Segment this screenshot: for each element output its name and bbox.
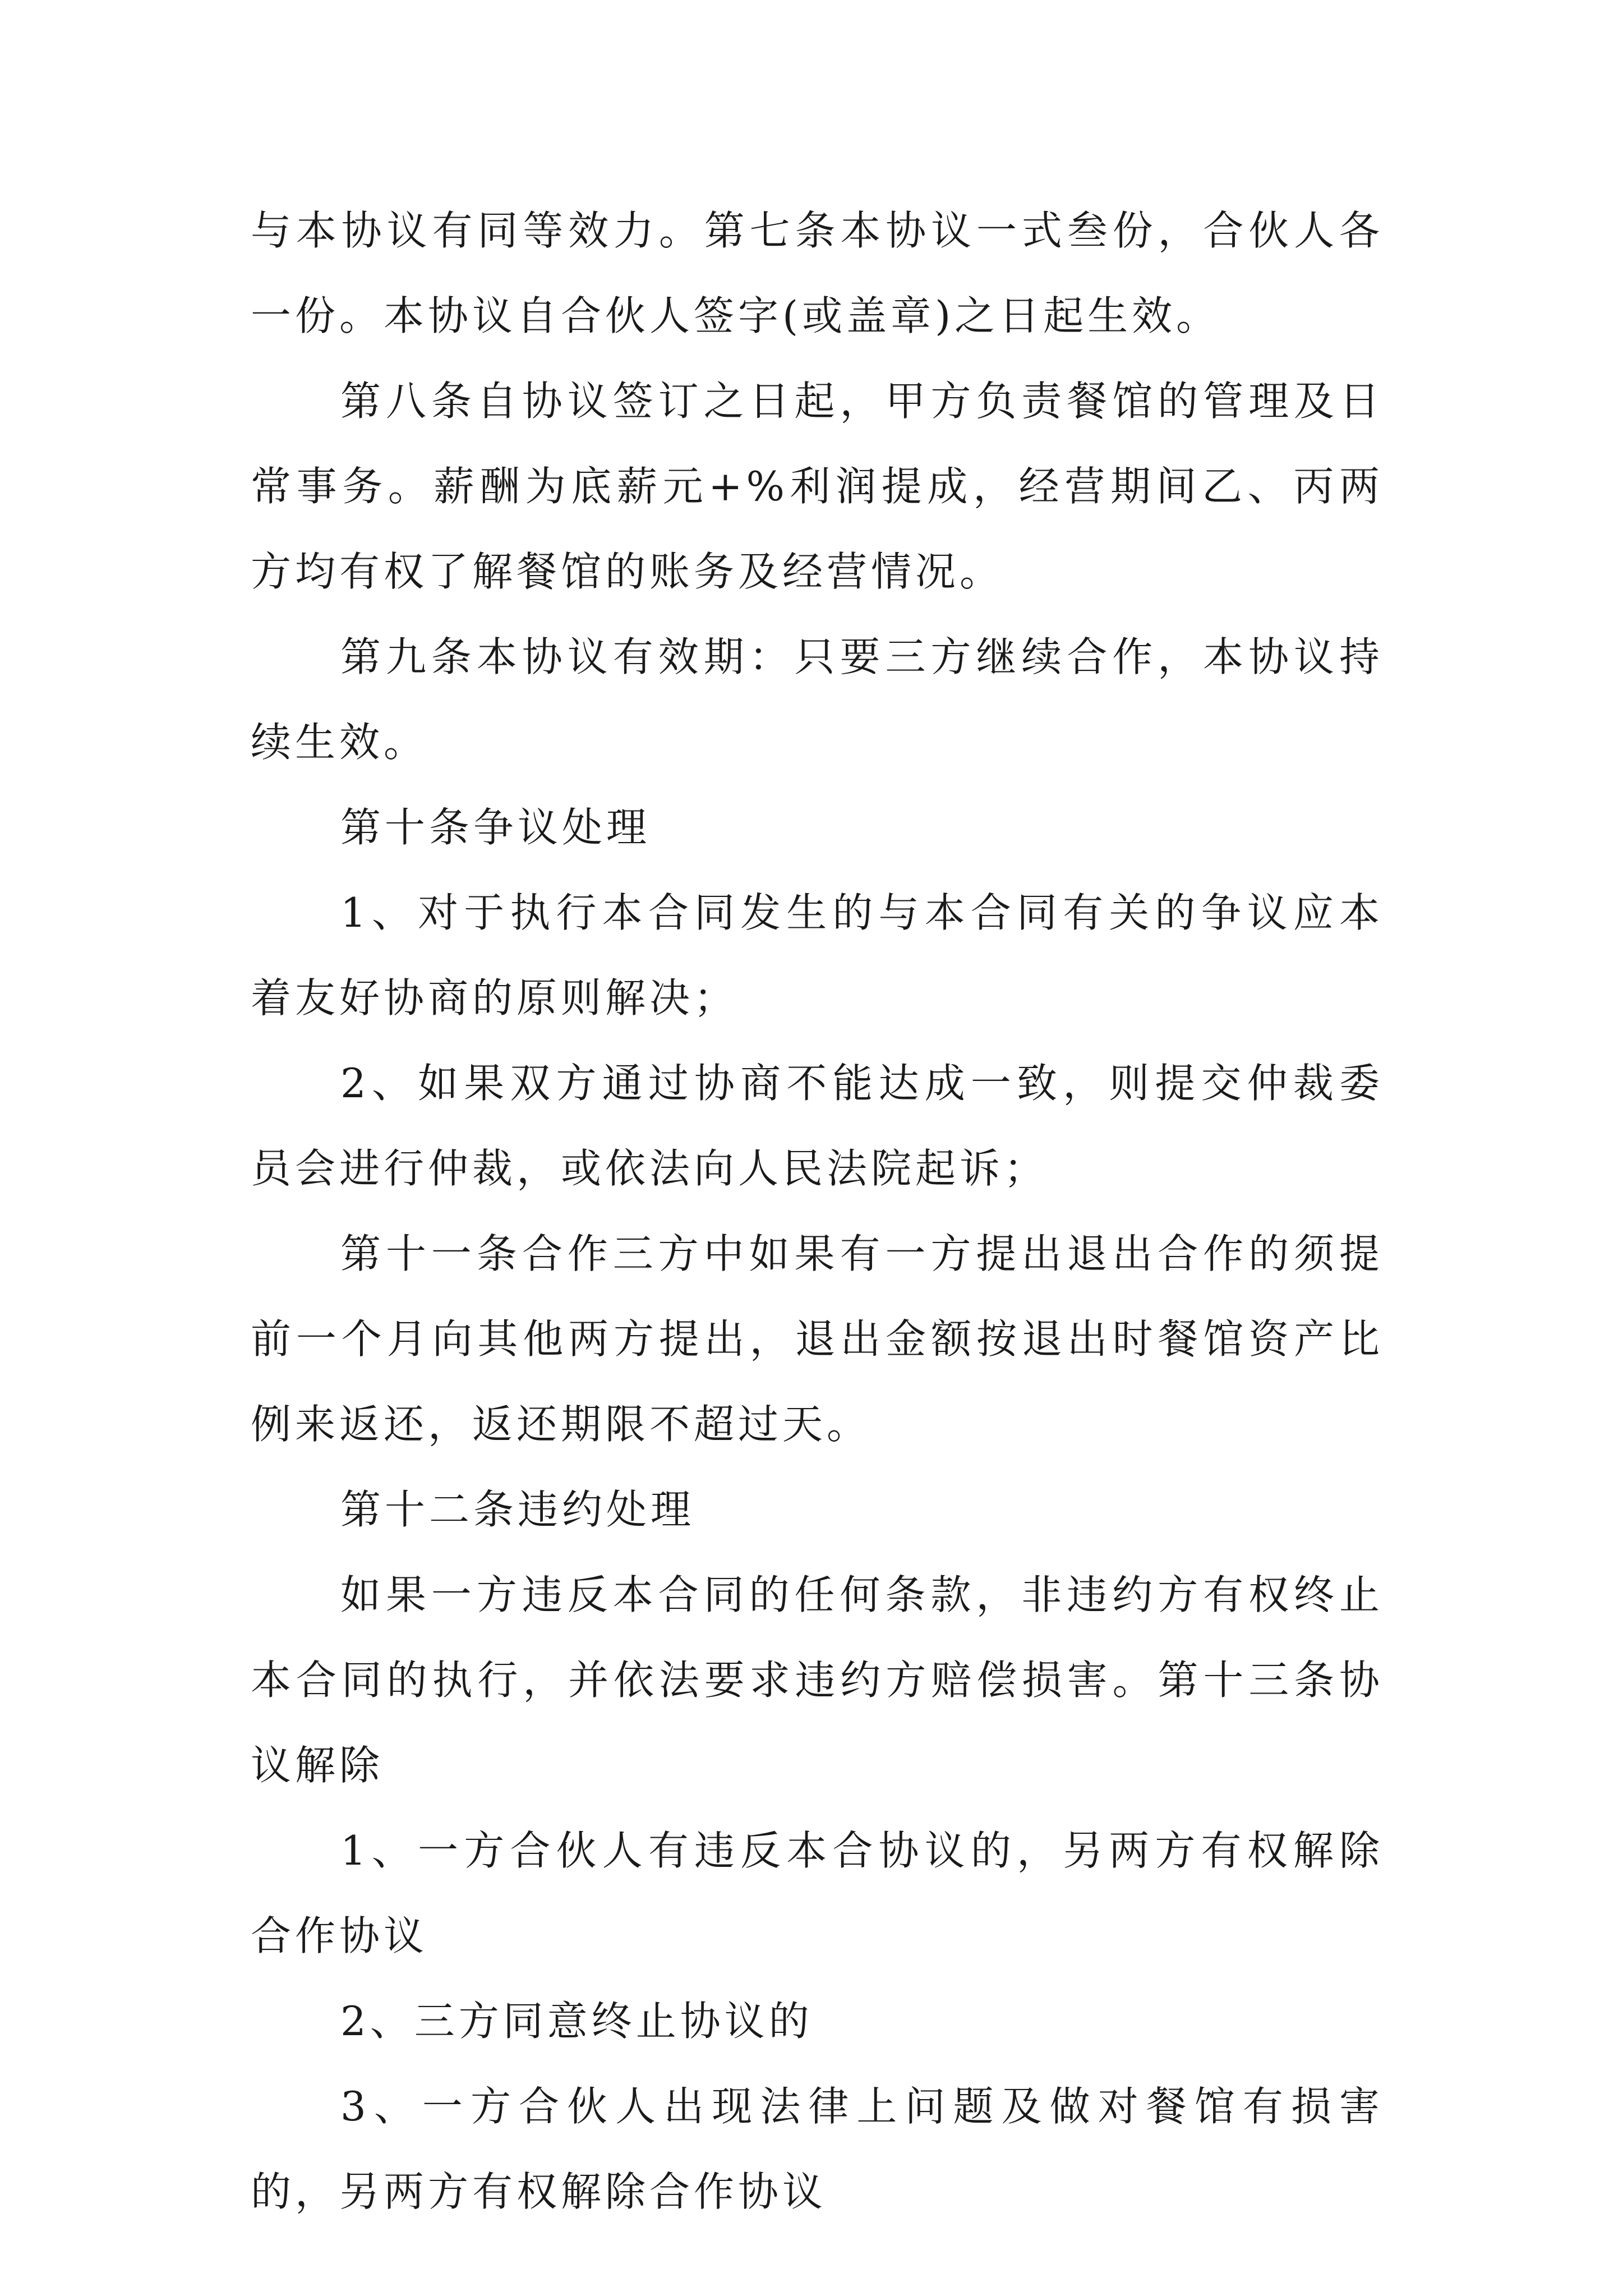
paragraph-clause-10-item-2: 2、如果双方通过协商不能达成一致，则提交仲裁委员会进行仲裁，或依法向人民法院起诉；: [251, 1060, 1384, 1192]
paragraph-clause-11: 第十一条合作三方中如果有一方提出退出合作的须提前一个月向其他两方提出，退出金额按退出时餐馆资产比例来返还，返还期限不超过天。: [251, 1230, 1384, 1448]
paragraph-clause-13-item-1: 1、一方合伙人有违反本合协议的，另两方有权解除合作协议: [251, 1827, 1384, 1959]
paragraph-clause-13-item-3: 3、一方合伙人出现法律上问题及做对餐馆有损害的，另两方有权解除合作协议: [251, 2083, 1384, 2215]
paragraph-clause-8: 第八条自协议签订之日起，甲方负责餐馆的管理及日常事务。薪酬为底薪元+%利润提成，经营期间乙、丙两方均有权了解餐馆的账务及经营情况。: [251, 378, 1384, 595]
paragraph-clause-10-heading: 第十条争议处理: [340, 804, 651, 851]
paragraph-clause-10-item-1: 1、对于执行本合同发生的与本合同有关的争议应本着友好协商的原则解决；: [251, 889, 1384, 1022]
paragraph-clause-12-heading: 第十二条违约处理: [340, 1486, 695, 1533]
paragraph-clause-7-continued: 与本协议有同等效力。第七条本协议一式叁份，合伙人各一份。本协议自合伙人签字(或盖章)之日起生效。: [251, 207, 1384, 339]
paragraph-clause-13-item-2: 2、三方同意终止协议的: [340, 1998, 813, 2045]
document-body: [251, 188, 1384, 2234]
paragraph-clause-12-body: 如果一方违反本合同的任何条款，非违约方有权终止本合同的执行，并依法要求违约方赔偿损害。第十三条协议解除: [251, 1571, 1384, 1789]
paragraph-clause-9: 第九条本协议有效期：只要三方继续合作，本协议持续生效。: [251, 633, 1384, 766]
